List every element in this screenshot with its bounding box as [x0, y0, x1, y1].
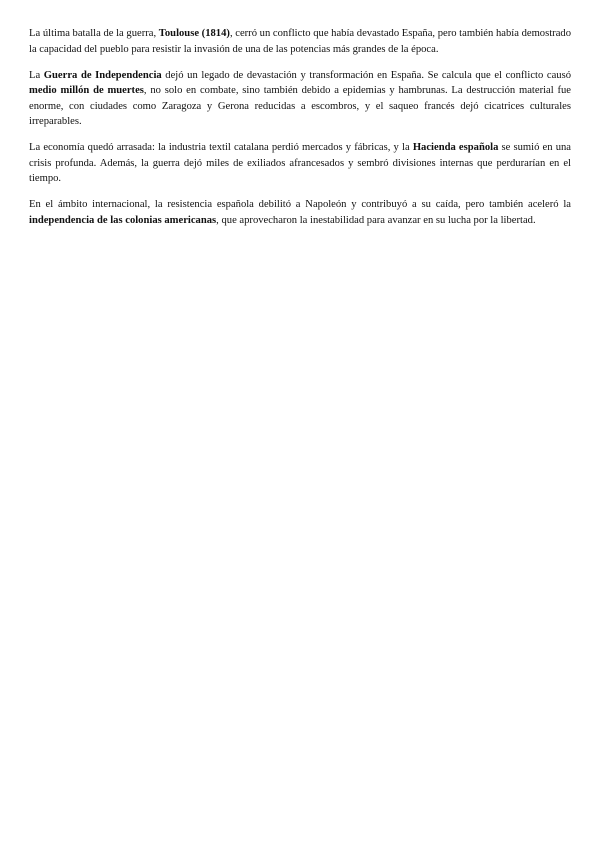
paragraph-4 [29, 197, 571, 228]
bold-text-segment: Toulouse (1814) [158, 28, 230, 39]
paragraph-3 [29, 140, 571, 187]
bold-text-segment: independencia de las colonias americanas [29, 214, 217, 226]
text-segment: se sumió en una crisis profunda. Además, la guerra dejó miles de exiliados afrancesados y sembró divisiones internas que perdurarían en el tiempo. [29, 142, 571, 184]
text-segment: , que aprovecharon la inestabilidad para avanzar en su lucha por la libertad. [216, 214, 536, 226]
text-segment: La [29, 69, 44, 81]
text-segment: dejó un legado de devastación y transformación en España. Se calcula que el conflicto causó [161, 69, 571, 81]
bold-text-segment: Guerra de Independencia [43, 69, 162, 81]
bold-text-segment: medio millón de muertes [29, 85, 144, 96]
text-segment: , no solo en combate, sino también debido a epidemias y hambrunas. La destrucción material fue enorme, con ciudades como Zaragoza y Gerona reducidas a escombros, y el saqueo francés dejó cicatrices culturales irreparables. [29, 85, 572, 127]
paragraph-1 [29, 26, 571, 57]
text-segment: La última batalla de la guerra, [29, 28, 159, 39]
bold-text-segment: Hacienda española [412, 142, 499, 153]
text-segment: La economía quedó arrasada: la industria textil catalana perdió mercados y fábricas, y la [29, 142, 413, 153]
text-segment: , cerró un conflicto que había devastado España, pero también había demostrado la capacidad del pueblo para resistir la invasión de una de las potencias más grandes de la época. [29, 28, 571, 55]
text-segment: En el ámbito internacional, la resistencia española debilitó a Napoleón y contribuyó a su caída, pero también aceleró la [29, 199, 571, 210]
paragraph-2 [29, 68, 571, 130]
document-body [29, 26, 571, 239]
